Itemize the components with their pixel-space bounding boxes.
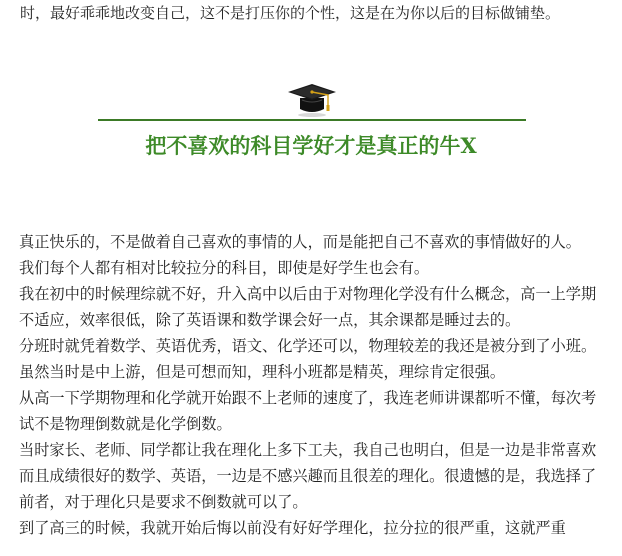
body-text (19, 229, 609, 541)
paragraph: 分班时就凭着数学、英语优秀，语文、化学还可以，物理较差的我还是被分到了小班。虽然当时是中上游，但是可想而知，理科小班都是精英，理综肯定很强。 (19, 337, 597, 381)
section-title: 把不喜欢的科目学好才是真正的牛X (145, 133, 477, 158)
paragraph: 我们每个人都有相对比较拉分的科目，即使是好学生也会有。 (19, 259, 430, 277)
section-divider (98, 119, 526, 121)
paragraph: 我在初中的时候理综就不好，升入高中以后由于对物理化学没有什么概念，高一上学期不适应，效率很低，除了英语课和数学课会好一点，其余课都是睡过去的。 (19, 285, 597, 329)
intro-text-line: 时，最好乖乖地改变自己，这不是打压你的个性，这是在为你以后的目标做铺垫。 (20, 4, 561, 22)
paragraph: 真正快乐的，不是做着自己喜欢的事情的人，而是能把自己不喜欢的事情做好的人。 (19, 233, 581, 251)
graduation-cap-icon (286, 82, 338, 118)
paragraph: 当时家长、老师、同学都让我在理化上多下工夫，我自己也明白，但是一边是非常喜欢而且成绩很好的数学、英语，一边是不感兴趣而且很差的理化。很遗憾的是，我选择了前者，对于理化只是要求不倒数就可以了。 (19, 441, 597, 511)
paragraph: 从高一下学期物理和化学就开始跟不上老师的速度了，我连老师讲课都听不懂，每次考试不是物理倒数就是化学倒数。 (19, 389, 597, 433)
paragraph: 到了高三的时候，我就开始后悔以前没有好好学理化，拉分拉的很严重，这就严重 (19, 519, 566, 537)
